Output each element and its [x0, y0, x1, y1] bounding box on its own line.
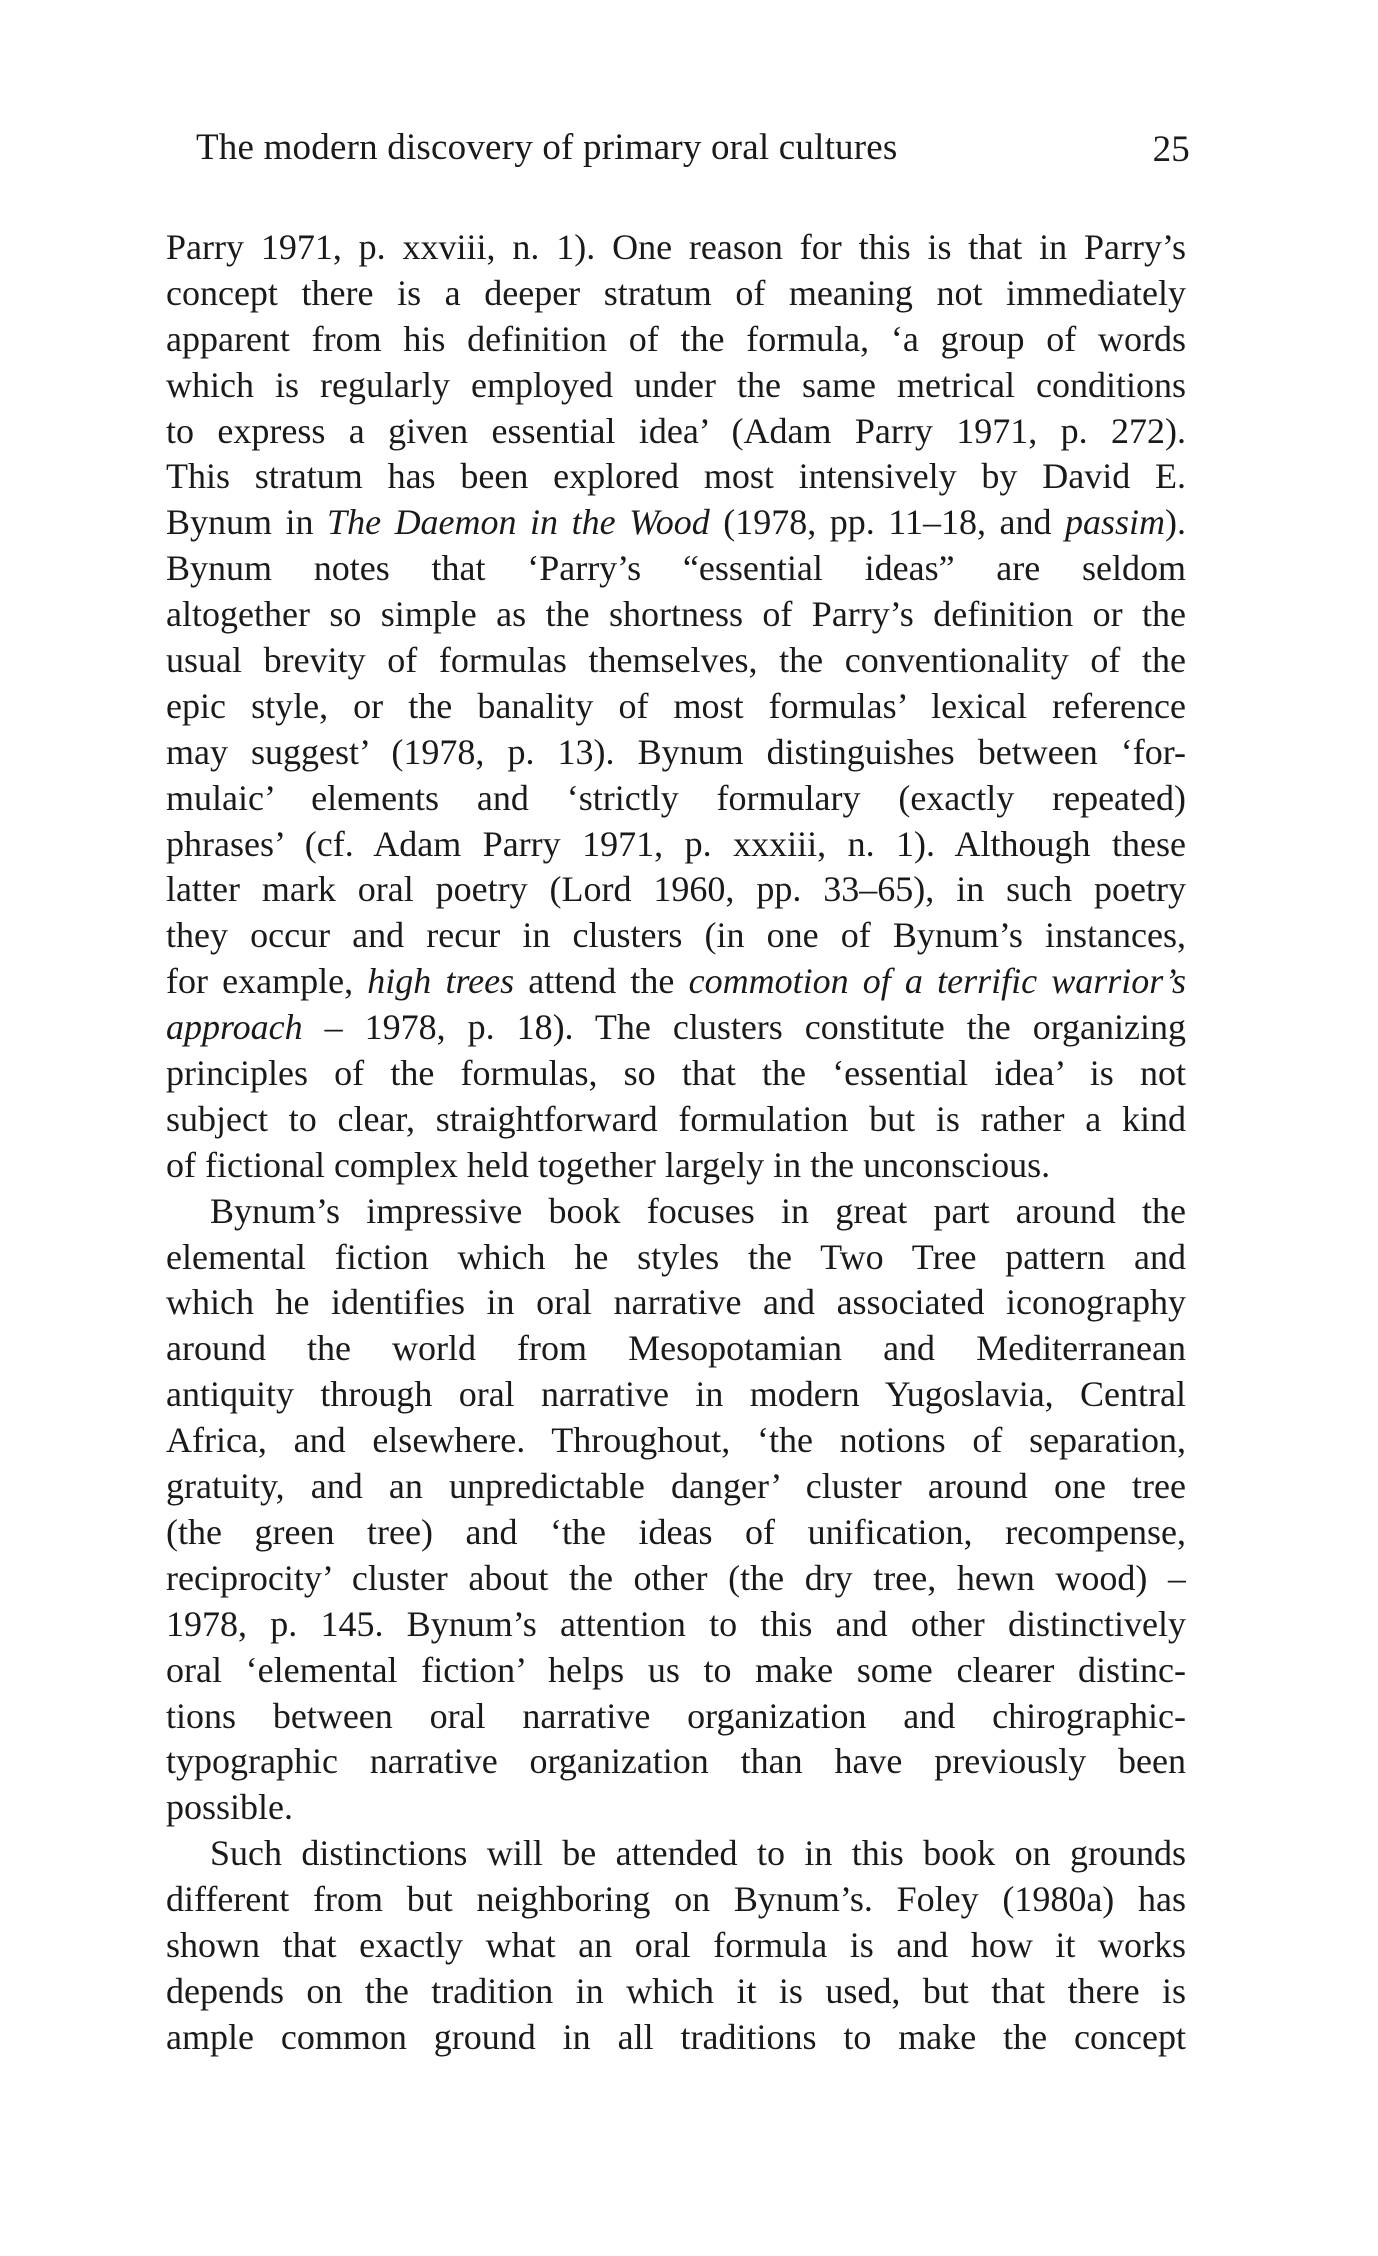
- text-line: [166, 1464, 1186, 1510]
- text-line: [166, 959, 1186, 1005]
- text-line: [166, 1969, 1186, 2015]
- text-line-content: shown that exactly what an oral formula is and how it works: [166, 1924, 1186, 1965]
- text-line: [166, 1097, 1186, 1143]
- text-line: [166, 1418, 1186, 1464]
- body-text: [166, 225, 1186, 2061]
- text-line-content: tions between oral narrative organization and chirographic-: [166, 1695, 1186, 1736]
- text-line: [166, 684, 1186, 730]
- text-line: [166, 1648, 1186, 1694]
- text-line: [166, 1372, 1186, 1418]
- text-line: [166, 1556, 1186, 1602]
- text-line-content: different from but neighboring on Bynum’s. Foley (1980a) has: [166, 1879, 1186, 1920]
- text-line-content: oral ‘elemental fiction’ helps us to make some clearer distinc-: [166, 1649, 1186, 1690]
- text-line: [166, 409, 1186, 455]
- italic-text: high trees: [367, 961, 515, 1002]
- text-line: [166, 1785, 1186, 1831]
- text-line-content: mulaic’ elements and ‘strictly formulary (exactly repeated): [166, 777, 1186, 818]
- text-line-content: latter mark oral poetry (Lord 1960, pp. 33–65), in such poetry: [166, 869, 1186, 910]
- text-line: [166, 1235, 1186, 1281]
- text-line-content: attend the: [514, 961, 689, 1002]
- text-line: [166, 546, 1186, 592]
- text-line-content: Bynum’s impressive book focuses in great part around the: [210, 1190, 1186, 1231]
- text-line-content: reciprocity’ cluster about the other (the dry tree, hewn wood) –: [166, 1557, 1186, 1598]
- text-line: [166, 225, 1186, 271]
- italic-text: commotion of a terrific warrior’s: [688, 961, 1186, 1002]
- text-line: [166, 913, 1186, 959]
- page-number: 25: [1152, 129, 1190, 170]
- italic-text: The Daemon in the Wood: [327, 502, 710, 543]
- text-line-content: around the world from Mesopotamian and Mediterranean: [166, 1328, 1186, 1369]
- text-line-content: ).: [1165, 502, 1186, 543]
- text-line-content: epic style, or the banality of most formulas’ lexical reference: [166, 685, 1186, 726]
- text-line-content: gratuity, and an unpredictable danger’ cluster around one tree: [166, 1466, 1186, 1507]
- text-line-content: which he identifies in oral narrative and associated iconography: [166, 1282, 1186, 1323]
- text-line: [166, 1877, 1186, 1923]
- text-line-content: Africa, and elsewhere. Throughout, ‘the notions of separation,: [166, 1420, 1186, 1461]
- text-line-content: depends on the tradition in which it is used, but that there is: [166, 1970, 1186, 2011]
- text-line: [166, 1923, 1186, 1969]
- text-line-content: typographic narrative organization than have previously been: [166, 1741, 1186, 1782]
- text-line-content: phrases’ (cf. Adam Parry 1971, p. xxxiii, n. 1). Although these: [166, 823, 1186, 864]
- text-line-content: apparent from his definition of the formula, ‘a group of words: [166, 318, 1186, 359]
- text-line-content: Such distinctions will be attended to in this book on grounds: [210, 1833, 1186, 1874]
- text-line-content: to express a given essential idea’ (Adam Parry 1971, p. 272).: [166, 410, 1186, 451]
- text-line: [166, 317, 1186, 363]
- text-line-content: ample common ground in all traditions to make the concept: [166, 2016, 1186, 2057]
- text-line-content: may suggest’ (1978, p. 13). Bynum distinguishes between ‘for-: [166, 731, 1186, 772]
- text-line: [166, 1739, 1186, 1785]
- text-line-content: Bynum notes that ‘Parry’s “essential ideas” are seldom: [166, 548, 1186, 589]
- text-line: [166, 1326, 1186, 1372]
- text-line-content: – 1978, p. 18). The clusters constitute the organizing: [302, 1007, 1186, 1048]
- text-line: [166, 363, 1186, 409]
- text-line: [166, 867, 1186, 913]
- text-line-content: 1978, p. 145. Bynum’s attention to this and other distinctively: [166, 1603, 1186, 1644]
- text-line-content: principles of the formulas, so that the ‘essential idea’ is not: [166, 1053, 1186, 1094]
- text-line: [166, 1143, 1186, 1189]
- text-line: [166, 1005, 1186, 1051]
- text-line: [166, 2015, 1186, 2061]
- text-line: [166, 1694, 1186, 1740]
- text-line-content: possible.: [166, 1787, 294, 1828]
- text-line: [166, 1280, 1186, 1326]
- text-line-content: (1978, pp. 11–18, and: [709, 502, 1065, 543]
- text-line: [166, 500, 1186, 546]
- text-line-content: Bynum in: [166, 502, 328, 543]
- text-line-content: This stratum has been explored most intensively by David E.: [166, 456, 1186, 497]
- text-line-content: antiquity through oral narrative in modern Yugoslavia, Central: [166, 1374, 1186, 1415]
- text-line: [166, 776, 1186, 822]
- running-head: [190, 120, 1190, 176]
- running-head-title: The modern discovery of primary oral cultures: [196, 127, 898, 168]
- text-line-content: altogether so simple as the shortness of Parry’s definition or the: [166, 594, 1186, 635]
- text-line-content: which is regularly employed under the same metrical conditions: [166, 364, 1186, 405]
- text-line-content: of fictional complex held together largely in the unconscious.: [166, 1144, 1051, 1185]
- text-line-content: elemental fiction which he styles the Two Tree pattern and: [166, 1236, 1186, 1277]
- text-line: [166, 592, 1186, 638]
- text-line-content: (the green tree) and ‘the ideas of unification, recompense,: [166, 1511, 1186, 1552]
- text-line: [166, 271, 1186, 317]
- text-line: [166, 638, 1186, 684]
- text-line: [166, 730, 1186, 776]
- italic-text: passim: [1064, 502, 1165, 543]
- text-line-content: they occur and recur in clusters (in one of Bynum’s instances,: [166, 915, 1186, 956]
- text-line-content: concept there is a deeper stratum of meaning not immediately: [166, 272, 1186, 313]
- text-line: [166, 1189, 1186, 1235]
- text-line-content: usual brevity of formulas themselves, the conventionality of the: [166, 640, 1186, 681]
- text-line: [166, 1510, 1186, 1556]
- text-line: [166, 1051, 1186, 1097]
- italic-text: approach: [166, 1007, 303, 1048]
- text-line: [166, 1831, 1186, 1877]
- text-line: [166, 822, 1186, 868]
- text-line-content: Parry 1971, p. xxviii, n. 1). One reason for this is that in Parry’s: [166, 227, 1186, 267]
- text-line-content: subject to clear, straightforward formulation but is rather a kind: [166, 1098, 1186, 1139]
- text-line: [166, 1602, 1186, 1648]
- text-line: [166, 454, 1186, 500]
- text-line-content: for example,: [166, 961, 368, 1002]
